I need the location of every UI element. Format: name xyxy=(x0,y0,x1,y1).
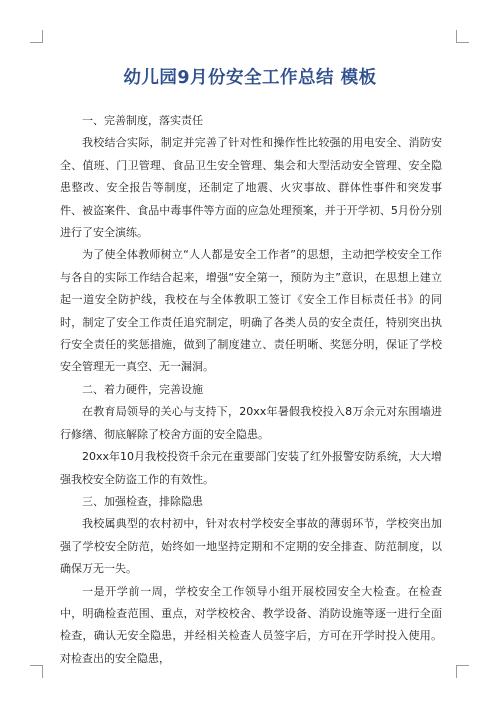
paragraph-5: 我校属典型的农村初中，针对农村学校安全事故的薄弱环节，学校突出加强了学校安全防范，始终如一地坚持定期和不定期的安全排查、防范制度，以确保万无一失。 xyxy=(60,517,442,576)
document-title: 幼儿园9月份安全工作总结 模板 xyxy=(123,68,377,88)
crop-mark-top-right xyxy=(456,30,469,43)
section-heading-3: 三、加强检查，排除隐患 xyxy=(82,494,203,508)
crop-mark-bottom-right xyxy=(456,665,469,678)
section-heading-1: 一、完善制度，落实责任 xyxy=(82,114,203,127)
crop-mark-bottom-left xyxy=(30,665,43,678)
paragraph-6: 一是开学前一周，学校安全工作领导小组开展校园安全大检查。在检查中，明确检查范围、重点，对学校校舍、教学设备、消防设施等逐一进行全面检查，确认无安全隐患，并经相关检查人员签字后，方可在开学时投入使用。对检查出的安全隐患， xyxy=(60,584,442,665)
paragraph-1: 我校结合实际，制定并完善了针对性和操作性比较强的用电安全、消防安全、值班、门卫管理、食品卫生安全管理、集会和大型活动安全管理、安全隐患整改、安全报告等制度，还制定了地震、火灾事故、群体性事件和突发事件、被盗案件、食品中毒事件等方面的应急处理预案，并于开学初、5月份分别进行了安全演练。 xyxy=(60,136,442,240)
paragraph-4: 20xx年10月我校投资千余元在重要部门安装了红外报警安防系统，大大增强我校安全防盗工作的有效性。 xyxy=(60,450,443,486)
crop-mark-top-left xyxy=(30,30,43,43)
document-body xyxy=(60,110,442,670)
paragraph-3: 在教育局领导的关心与支持下，20xx年暑假我校投入8万余元对东围墙进行修缮、彻底解除了校舍方面的安全隐患。 xyxy=(60,405,442,441)
section-heading-2: 二、着力硬件，完善设施 xyxy=(82,382,203,396)
paragraph-2: 为了使全体教师树立“人人都是安全工作者”的思想，主动把学校安全工作与各自的实际工作结合起来，增强“安全第一，预防为主”意识，在思想上建立起一道安全防护线，我校在与全体教职工签订《安全工作目标责任书》的同时，制定了安全工作责任追究制定，明确了各类人员的安全责任，特别突出执行安全责任的奖惩措施，做到了制度建立、责任明晰、奖惩分明，保证了学校安全管理无一真空、无一漏洞。 xyxy=(60,248,442,374)
